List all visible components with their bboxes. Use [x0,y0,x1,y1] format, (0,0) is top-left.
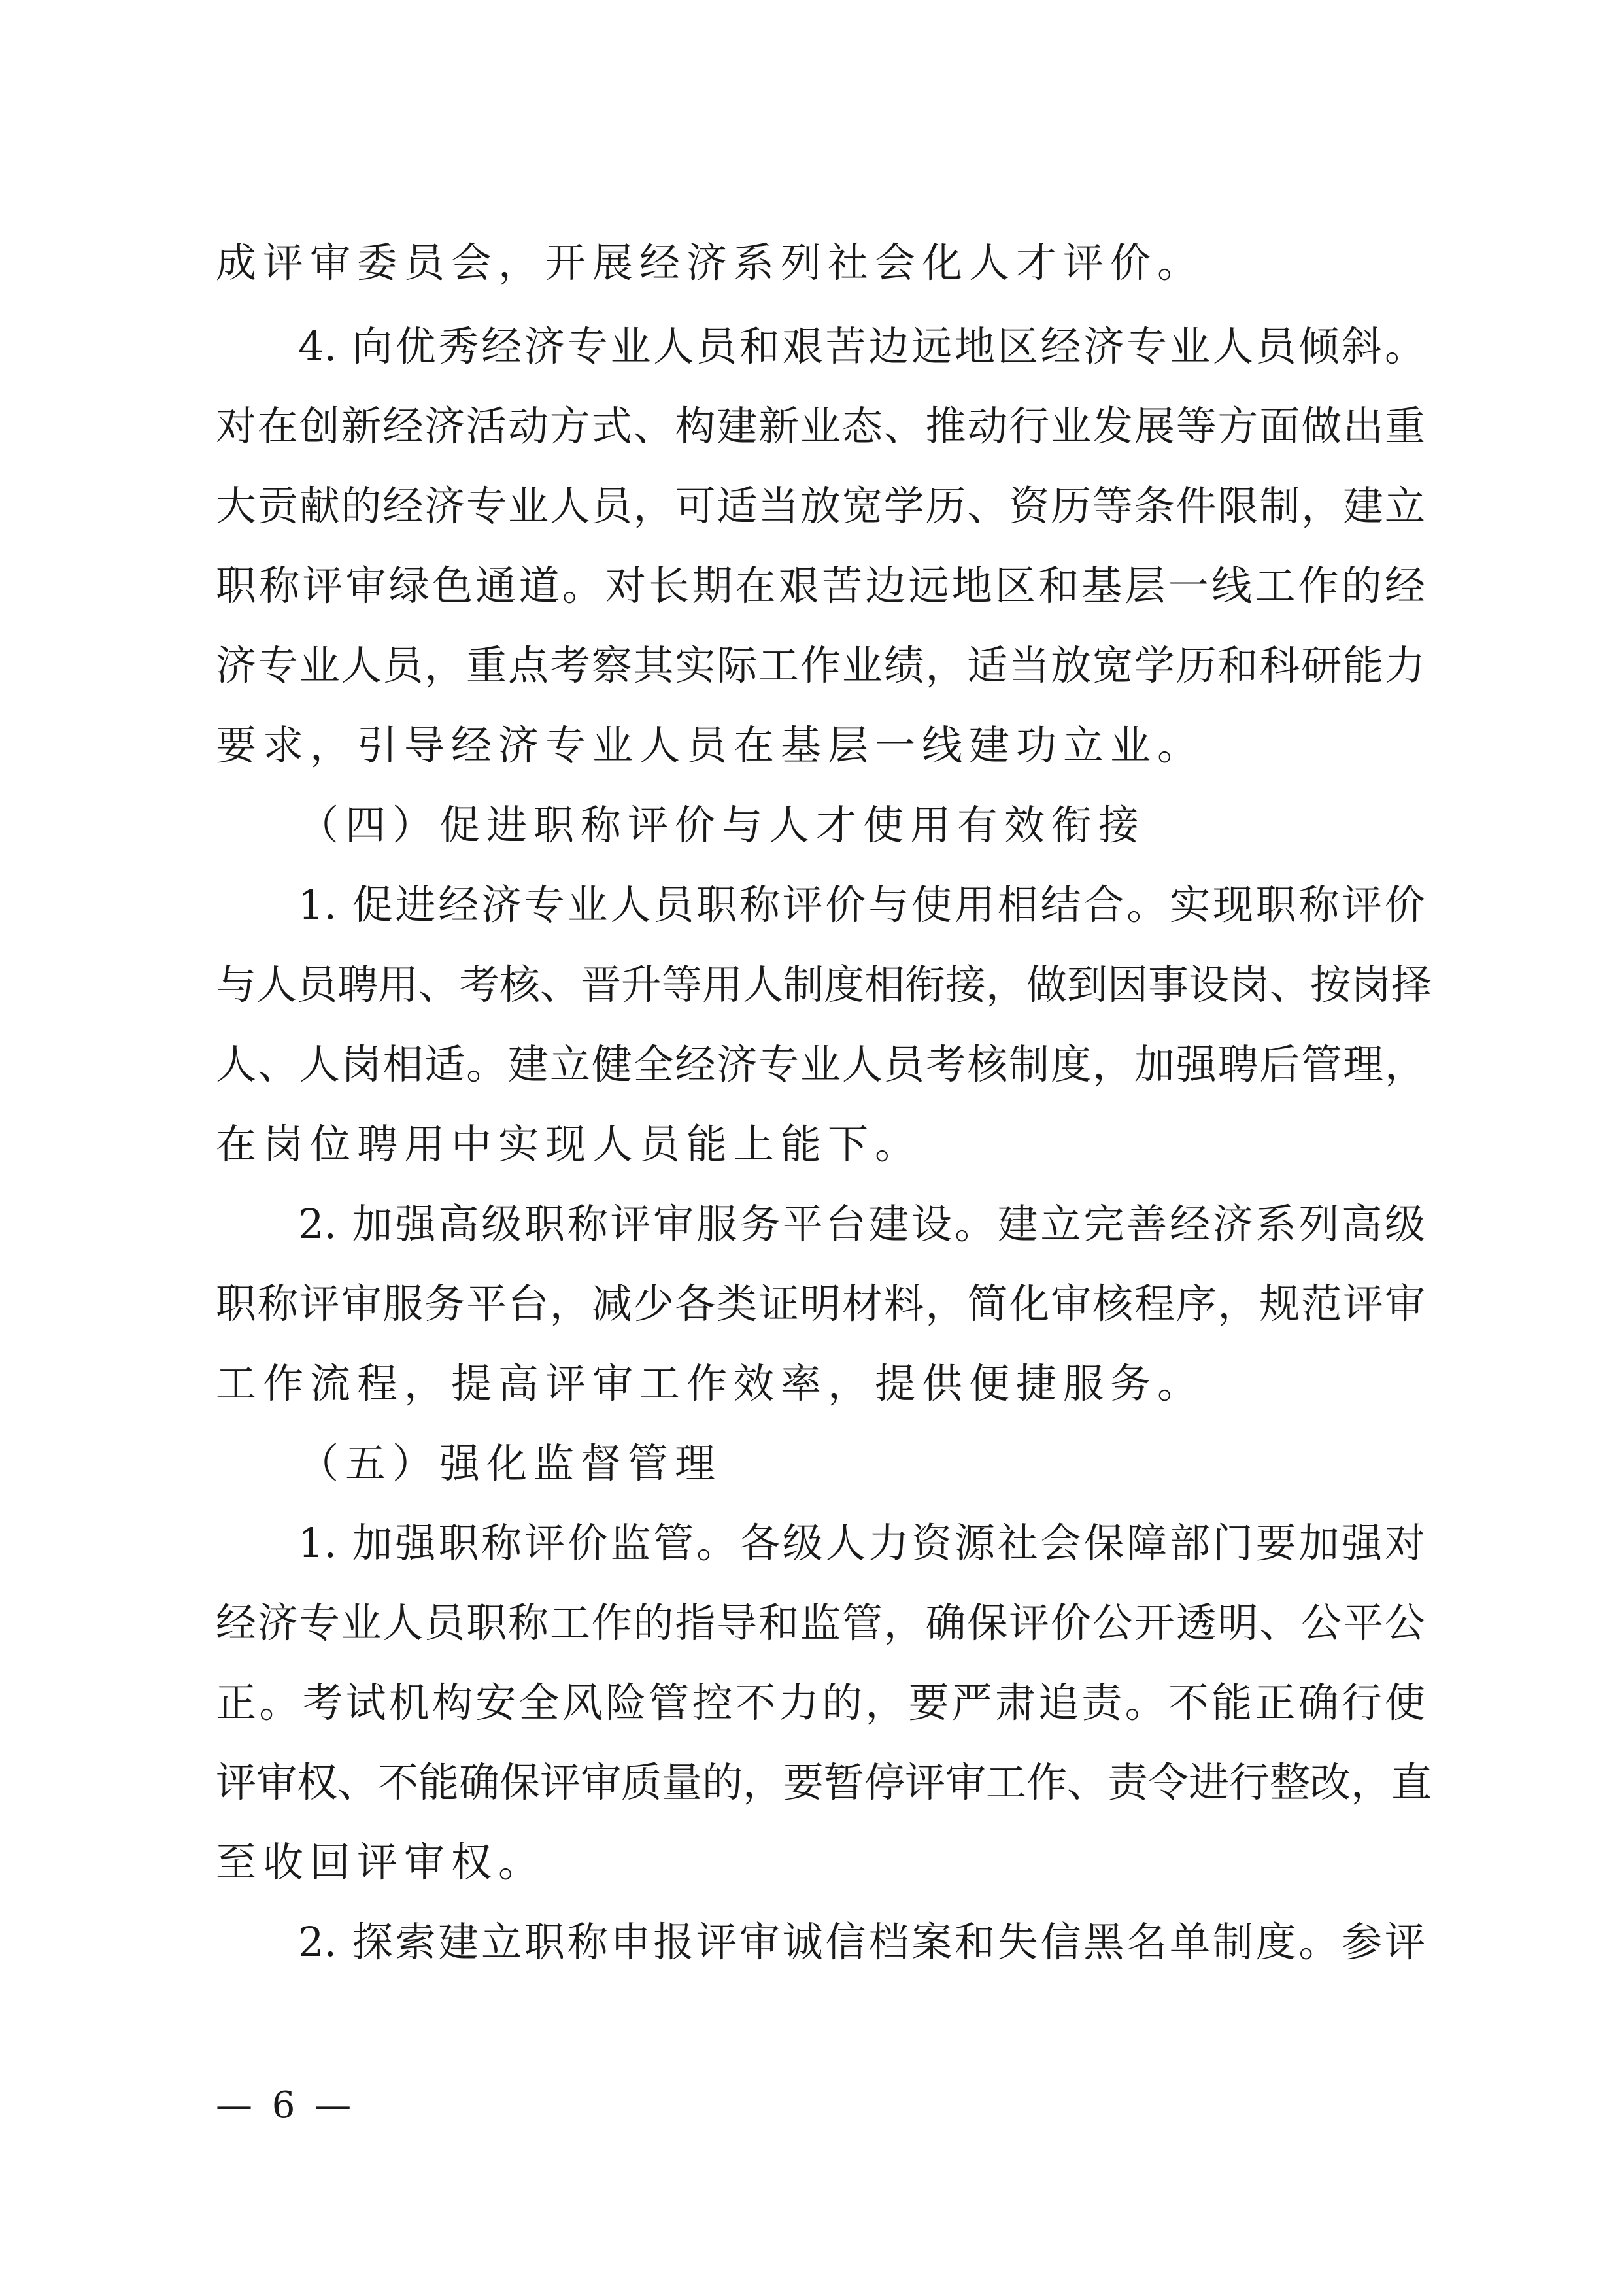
paragraph-line: 大贡献的经济专业人员，可适当放宽学历、资历等条件限制，建立 [216,482,1425,530]
paragraph-line: 济专业人员，重点考察其实际工作业绩，适当放宽学历和科研能力 [216,642,1425,689]
paragraph-line: 经济专业人员职称工作的指导和监管，确保评价公开透明、公平公 [216,1599,1425,1647]
paragraph-line: 在岗位聘用中实现人员能上能下。 [216,1120,922,1168]
list-item-heading: 2. 加强高级职称评审服务平台建设。建立完善经济系列高级 [298,1200,1425,1248]
paragraph-line: 要求，引导经济专业人员在基层一线建功立业。 [216,721,1205,769]
paragraph-line: 人、人岗相适。建立健全经济专业人员考核制度，加强聘后管理， [216,1040,1425,1088]
page-number: — 6 — [216,2084,356,2127]
list-item-heading: 2. 探索建立职称申报评审诚信档案和失信黑名单制度。参评 [298,1918,1425,1966]
paragraph-line: 与人员聘用、考核、晋升等用人制度相衔接，做到因事设岗、按岗择 [216,961,1432,1008]
list-item-heading: 1. 促进经济专业人员职称评价与使用相结合。实现职称评价 [298,881,1425,929]
paragraph-line: 工作流程，提高评审工作效率，提供便捷服务。 [216,1360,1205,1407]
paragraph-line: 正。考试机构安全风险管控不力的，要严肃追责。不能正确行使 [216,1679,1425,1726]
paragraph-line: 评审权、不能确保评审质量的，要暂停评审工作、责令进行整改，直 [216,1758,1432,1806]
list-item-heading: 1. 加强职称评价监管。各级人力资源社会保障部门要加强对 [298,1519,1425,1567]
paragraph-line: 至收回评审权。 [216,1838,546,1886]
paragraph-line: 职称评审绿色通道。对长期在艰苦边远地区和基层一线工作的经 [216,562,1425,609]
paragraph-line: 成评审委员会，开展经济系列社会化人才评价。 [216,239,1205,286]
list-item-heading: 4. 向优秀经济专业人员和艰苦边远地区经济专业人员倾斜。 [298,322,1425,370]
section-heading: （四）促进职称评价与人才使用有效衔接 [298,801,1146,849]
paragraph-line: 职称评审服务平台，减少各类证明材料，简化审核程序，规范评审 [216,1280,1425,1328]
section-heading: （五）强化监督管理 [298,1439,722,1487]
paragraph-line: 对在创新经济活动方式、构建新业态、推动行业发展等方面做出重 [216,402,1425,450]
